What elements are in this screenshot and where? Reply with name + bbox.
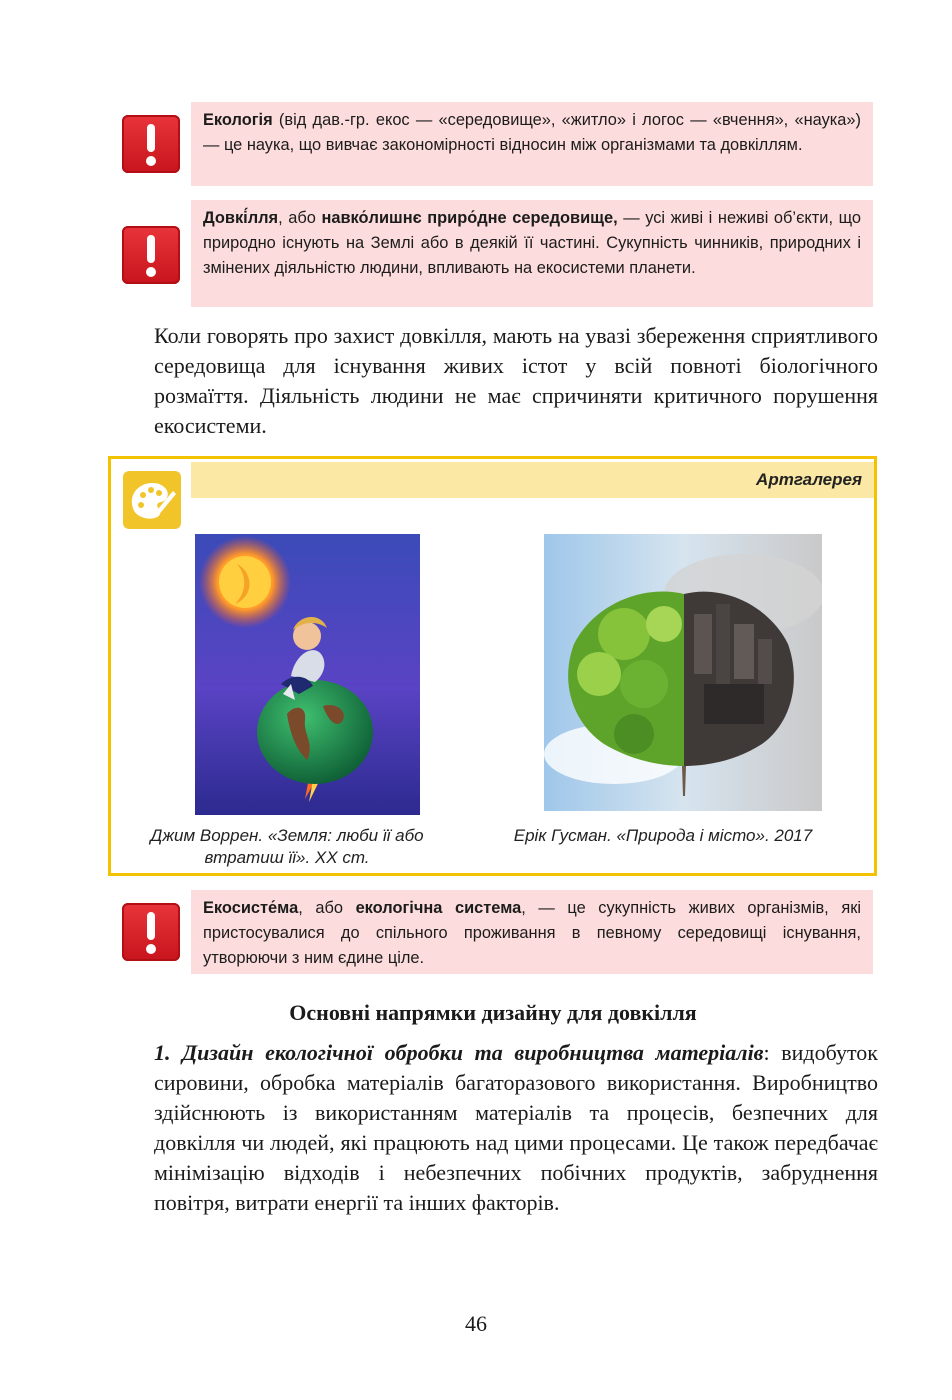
caption-painting-2: Ерік Гусман. «Природа і місто». 2017 bbox=[513, 826, 813, 845]
gallery-header bbox=[191, 462, 874, 498]
palette-icon bbox=[123, 471, 181, 529]
art-gallery bbox=[108, 456, 877, 876]
definition-term-alt: навко́лишнє приро́дне середовище, bbox=[321, 209, 624, 227]
definition-environment bbox=[191, 200, 873, 307]
definition-term: Екологія bbox=[203, 111, 273, 129]
definition-text: (від дав.-гр. екос — «середовище», «житло» і логос — «вчення», «наука») — це наука, що вивчає закономірності відносин між організмами та довкіллям. bbox=[203, 111, 861, 154]
definition-connector: , або bbox=[298, 899, 356, 917]
definition-connector: , або bbox=[278, 209, 322, 227]
painting-nature-and-city bbox=[544, 534, 822, 811]
important-icon bbox=[122, 903, 180, 961]
definition-term: Довкі́лля bbox=[203, 209, 279, 227]
item-1-paragraph bbox=[108, 1038, 878, 1218]
page-number: 46 bbox=[465, 1311, 487, 1336]
intro-text: Коли говорять про захист довкілля, мають на увазі збереження сприятливого середовища для існування живих істот у всій повноті біологічного розмаїття. Діяльність людини не має спричиняти критичного порушення екосистеми. bbox=[154, 323, 878, 438]
intro-paragraph bbox=[108, 321, 878, 441]
definition-term: Екосисте́ма bbox=[203, 899, 299, 917]
important-icon bbox=[122, 226, 180, 284]
definition-term-alt: екологічна система bbox=[355, 899, 522, 917]
definition-text: , — це сукупність живих організмів, які пристосувалися до спільного проживання в певному середовищі існування, утворюючи з ним єдине ціле. bbox=[203, 899, 862, 967]
item-1-lead: 1. Дизайн екологічної обробки та виробництва матеріалів bbox=[154, 1040, 764, 1065]
definition-ecology bbox=[191, 102, 873, 186]
definition-ecosystem bbox=[191, 890, 873, 974]
item-1-text: : видобуток сировини, обробка матеріалів багаторазового використання. Виробництво здійснюють із використанням матеріалів та процесів, безпечних для довкілля чи людей, які працюють над цими процесами. Це також передбачає мінімізацію відходів і небезпечних побічних продуктів, забруднення повітря, витрати енергії та інших факторів. bbox=[154, 1040, 878, 1215]
important-icon bbox=[122, 115, 180, 173]
painting-earth-love-it bbox=[195, 534, 420, 815]
section-heading: Основні напрямки дизайну для довкілля bbox=[289, 1000, 697, 1025]
caption-painting-1: Джим Воррен. «Земля: люби її або втратиш її». XX ст. bbox=[150, 826, 424, 867]
definition-text: — усі живі і неживі об’єкти, що природно існують на Землі або в деякій її частині. Сукупність чинників, природних і змінених діяльністю людини, впливають на екосистеми планети. bbox=[203, 209, 861, 277]
gallery-title: Артгалерея bbox=[756, 470, 862, 489]
